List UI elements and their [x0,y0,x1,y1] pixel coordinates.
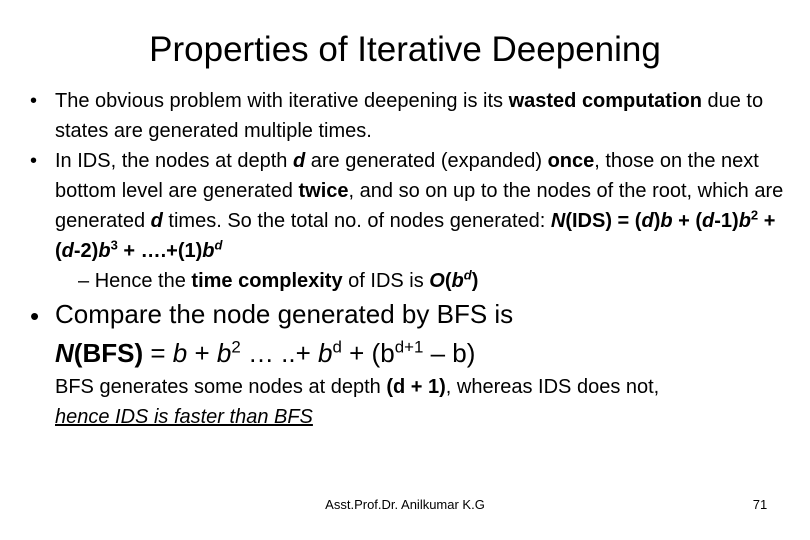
formula-n-ids: $N(IDS) = (d)b + (d-1)b^2 + (d-2)b^3$ + $\dots.+(1)b^d$ [55,207,776,262]
sub-bullet-marker: – [78,270,90,292]
note-bfs-vs-ids: BFS generates some nodes at depth (d + 1), whereas IDS does not, hence IDS is faster than BFS [55,376,660,428]
emphasis-twice: twice [298,180,349,202]
conclusion-underlined: hence IDS is faster than BFS [55,406,313,428]
bullet-marker: • [30,150,38,172]
bullet-marker: • [30,301,40,331]
emphasis-wasted-computation: wasted computation [508,90,702,112]
formula-big-o: $O(b^d)$ [429,267,479,292]
footer-author: Asst.Prof.Dr. Anilkumar K.G [325,497,485,512]
bullet-marker: • [30,90,38,112]
formula-n-bfs: $N(BFS) = b + b^2$ … ..+ $b^d + (b^{d+1} - b)$ [55,337,476,368]
bullet-text: Compare the node generated by BFS is [55,299,514,329]
emphasis-once: once [547,150,595,172]
sub-bullet-time-complexity: – Hence the time complexity of IDS is $O(b^d)$ [78,267,479,292]
bullet-text: The obvious problem with iterative deepening is its wasted computation due to states are generated multiple times. [55,90,764,142]
page-number: 71 [752,497,768,512]
emphasis-depth-d-plus-1: (d + 1) [386,376,446,398]
slide-title: Properties of Iterative Deepening [149,30,661,69]
bullet-text: In IDS, the nodes at depth d are generated (expanded) once, those on the next bottom level are generated twice, and so on up to the nodes of the root, which are generated d times. So the total no. of nodes generated: $N(IDS) = (d)b + (d-1)b^2 + (d-2)b^3$ + $\dots.+(1)b^d$ [55,150,784,262]
emphasis-time-complexity: time complexity [191,270,343,292]
